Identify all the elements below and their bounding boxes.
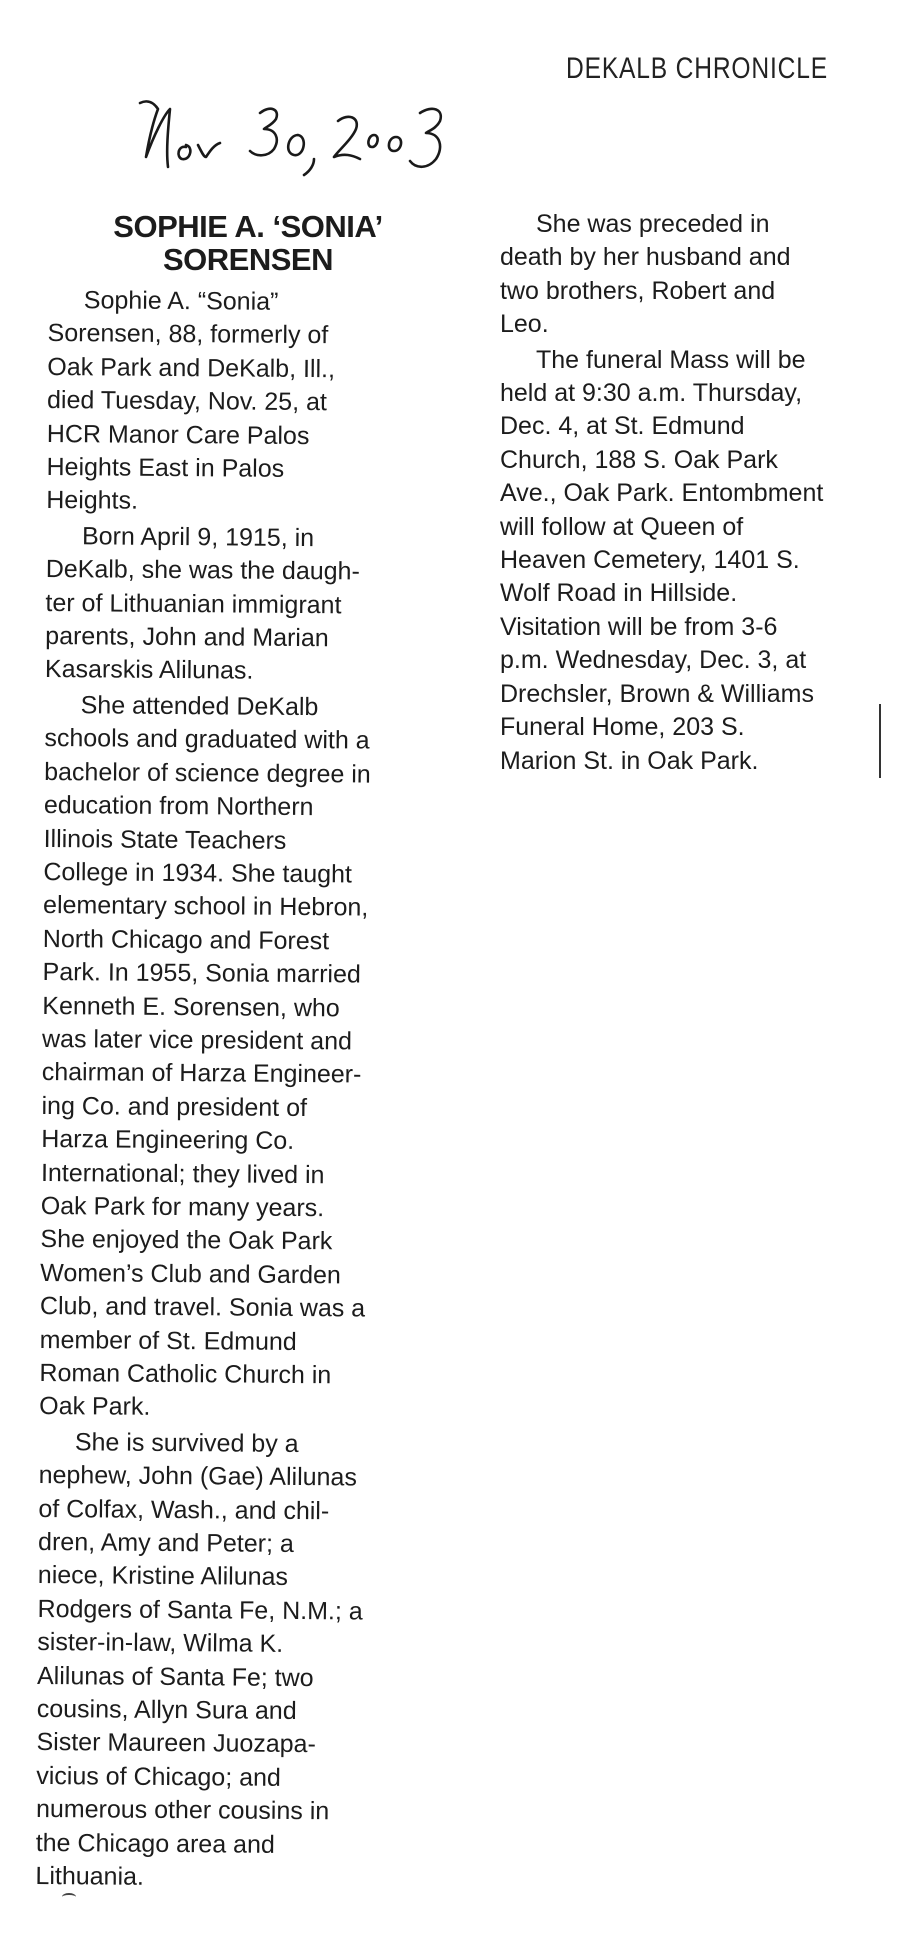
text-line: member of St. Edmund <box>39 1325 297 1356</box>
text-line: will follow at Queen of <box>500 512 744 541</box>
text-line: Kasarskis Alilunas. <box>44 655 254 686</box>
text-line: numerous other cousins in <box>35 1795 330 1826</box>
text-line: chairman of Harza Engineer- <box>41 1058 362 1089</box>
handwritten-date-signature <box>138 95 488 180</box>
text-line: cousins, Allyn Sura and <box>36 1695 297 1726</box>
text-line: sister-in-law, Wilma K. <box>37 1628 284 1659</box>
text-line: Marion St. in Oak Park. <box>500 746 759 775</box>
text-line: Ave., Oak Park. Entombment <box>500 479 824 508</box>
text-line: International; they lived in <box>40 1158 325 1189</box>
column-edge-rule <box>879 704 881 778</box>
text-line: Leo. <box>500 310 549 339</box>
text-line: held at 9:30 a.m. Thursday, <box>500 379 803 408</box>
text-line: The funeral Mass will be <box>536 345 806 374</box>
text-line: dren, Amy and Peter; a <box>38 1527 294 1559</box>
text-line: College in 1934. She taught <box>43 857 353 889</box>
left-column <box>35 284 428 1898</box>
text-line: was later vice president and <box>41 1024 353 1056</box>
text-line: Oak Park. <box>39 1392 151 1422</box>
text-line: She attended DeKalb <box>80 691 319 722</box>
text-line: North Chicago and Forest <box>42 924 330 955</box>
text-line: HCR Manor Care Palos <box>46 419 310 450</box>
text-line: She was preceded in <box>536 210 770 238</box>
text-line: Heaven Cemetery, 1401 S. <box>500 546 800 575</box>
text-line: ter of Lithuanian immigrant <box>45 588 342 619</box>
newspaper-masthead: DEKALB CHRONICLE <box>566 52 828 85</box>
text-line: nephew, John (Gae) Alilunas <box>38 1461 358 1492</box>
text-line: Oak Park and DeKalb, Ill., <box>47 352 336 384</box>
text-line: Club, and travel. Sonia was a <box>39 1292 366 1323</box>
paragraph <box>500 208 880 342</box>
text-line: Women’s Club and Garden <box>40 1258 341 1290</box>
text-line: Alilunas of Santa Fe; two <box>36 1661 314 1692</box>
text-line: Heights. <box>46 486 139 516</box>
text-line: schools and graduated with a <box>44 724 370 755</box>
text-line: Lithuania. <box>35 1862 145 1891</box>
text-line: Born April 9, 1915, in <box>81 522 315 552</box>
text-line: Park. In 1955, Sonia married <box>42 958 361 989</box>
text-line: She is survived by a <box>74 1428 299 1458</box>
text-line: Wolf Road in Hillside. <box>500 579 738 608</box>
text-line: Sophie A. “Sonia” <box>83 286 279 316</box>
text-line: parents, John and Marian <box>45 622 329 653</box>
text-line: ing Co. and president of <box>41 1091 308 1122</box>
text-line: Roman Catholic Church in <box>39 1358 332 1390</box>
obituary-headline <box>66 210 430 276</box>
paragraph <box>46 284 428 521</box>
text-line: Illinois State Teachers <box>43 824 287 855</box>
text-line: education from Northern <box>43 791 314 822</box>
headline-line-2: SORENSEN <box>163 242 333 277</box>
text-line: Sister Maureen Juozapa- <box>36 1728 316 1759</box>
text-line: p.m. Wednesday, Dec. 3, at <box>500 646 807 675</box>
text-line: Oak Park for many years. <box>40 1191 325 1223</box>
right-column <box>500 208 880 780</box>
text-line: bachelor of science degree in <box>44 757 371 789</box>
paragraph <box>500 344 880 778</box>
text-line: niece, Kristine Alilunas <box>37 1561 289 1592</box>
paragraph <box>35 1426 419 1897</box>
text-line: Kenneth E. Sorensen, who <box>42 991 340 1022</box>
text-line: death by her husband and <box>500 243 791 272</box>
headline-line-1: SOPHIE A. ‘SONIA’ <box>113 209 383 244</box>
text-line: died Tuesday, Nov. 25, at <box>46 386 328 417</box>
text-line: Drechsler, Brown & Williams <box>500 679 814 708</box>
text-line: Heights East in Palos <box>46 453 285 483</box>
text-line: Harza Engineering Co. <box>41 1125 295 1156</box>
text-line: She enjoyed the Oak Park <box>40 1225 333 1256</box>
cropped-text-fragment <box>62 1893 76 1901</box>
text-line: of Colfax, Wash., and chil- <box>38 1494 330 1525</box>
text-line: Sorensen, 88, formerly of <box>47 319 329 350</box>
text-line: Visitation will be from 3-6 <box>500 612 778 641</box>
text-line: Dec. 4, at St. Edmund <box>500 412 745 441</box>
text-line: Funeral Home, 203 S. <box>500 713 745 742</box>
text-line: the Chicago area and <box>35 1828 275 1859</box>
text-line: Rodgers of Santa Fe, N.M.; a <box>37 1594 363 1626</box>
paragraph <box>39 689 425 1427</box>
text-line: Church, 188 S. Oak Park <box>500 445 778 474</box>
text-line: elementary school in Hebron, <box>43 891 369 922</box>
text-line: two brothers, Robert and <box>500 276 776 305</box>
text-line: DeKalb, she was the daugh- <box>45 555 360 586</box>
paragraph <box>45 520 426 690</box>
text-line: vicius of Chicago; and <box>36 1761 281 1792</box>
handwritten-date <box>138 95 488 180</box>
